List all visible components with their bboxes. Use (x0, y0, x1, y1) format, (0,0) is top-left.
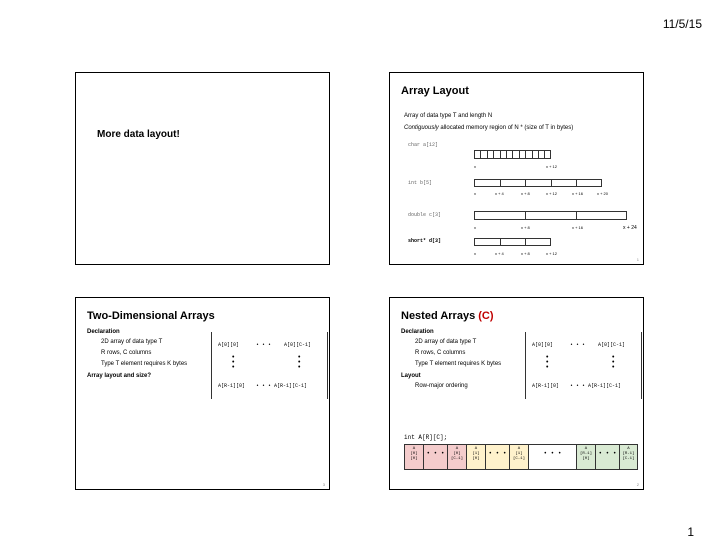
cell-label: [R-1] (579, 452, 592, 456)
short-tick-8: x + 8 (521, 251, 530, 256)
short-tick-0: x (474, 251, 476, 256)
cell-label: [1] (515, 452, 523, 456)
array-definition: Array of data type T and length N (404, 113, 493, 119)
ellipsis-cell (485, 444, 509, 470)
memory-cell (474, 238, 500, 246)
slide-nested-arrays (389, 297, 644, 490)
slide-title: Two-Dimensional Arrays (87, 310, 215, 322)
matrix-bottom-left: A[R-1][0] (218, 383, 246, 389)
memory-cell (576, 211, 627, 220)
cell-label: • • • (426, 450, 445, 457)
array-element-cell (404, 444, 423, 470)
memory-cell (474, 179, 500, 187)
double-array-cells (474, 211, 627, 220)
int-tick-16: x + 16 (572, 191, 584, 196)
decl-item-1: 2D array of data type T (415, 339, 477, 345)
cell-label: [0] (582, 457, 590, 461)
decl-item-3: Type T element requires K bytes (415, 361, 502, 367)
cell-label: [0] (453, 452, 461, 456)
char-array-cells (474, 150, 551, 159)
slide-number: 1 (636, 257, 639, 262)
matrix-bottom-right: A[R-1][C-1] (274, 383, 308, 389)
cell-label: • • • (488, 450, 507, 457)
cell-label: [C-1] (450, 457, 463, 461)
cell-label: • • • (598, 450, 617, 457)
slide-number: 2 (636, 482, 639, 487)
matrix-right-vdots: • • • (612, 354, 615, 371)
matrix-left-vdots: • • • (546, 354, 549, 371)
cell-label: A (412, 447, 416, 451)
layout-heading: Layout (401, 373, 421, 379)
slide-array-layout (389, 72, 644, 265)
char-array-label: char a[12] (408, 142, 439, 148)
memory-cell (525, 238, 551, 246)
slide-more-data-layout (75, 72, 330, 265)
double-tick-0: x (474, 225, 476, 230)
cell-label: [0] (472, 457, 480, 461)
memory-cell (474, 211, 525, 220)
row-major-memory (404, 444, 638, 470)
array-element-cell (509, 444, 528, 470)
page-date: 11/5/15 (662, 17, 702, 31)
slide-title: Nested Arrays (C) (401, 310, 494, 322)
matrix-bottom-dots: • • • (570, 383, 586, 389)
int-tick-20: x + 20 (597, 191, 609, 196)
array-element-cell (447, 444, 466, 470)
cell-label: [C-1] (622, 457, 635, 461)
short-ptr-array-cells (474, 238, 551, 246)
char-tick-start: x (474, 164, 476, 169)
page-number: 1 (687, 525, 694, 539)
matrix-top-right: A[0][C-1] (598, 342, 626, 348)
int-tick-0: x (474, 191, 476, 196)
matrix-top-left: A[0][0] (532, 342, 554, 348)
ellipsis-cell (423, 444, 447, 470)
ellipsis-cell (595, 444, 619, 470)
matrix-right-vdots: • • • (298, 354, 301, 371)
cell-label: A (517, 447, 521, 451)
cell-label: A (627, 447, 630, 451)
decl-item-2: R rows, C columns (415, 350, 466, 356)
matrix-left-vdots: • • • (232, 354, 235, 371)
layout-item: Row-major ordering (415, 383, 468, 389)
short-ptr-array-label: short* d[3] (408, 238, 442, 244)
memory-cell (544, 150, 550, 159)
matrix-top-right: A[0][C-1] (284, 342, 312, 348)
cell-label: [C-1] (512, 457, 525, 461)
cell-label: [0] (410, 452, 418, 456)
matrix-bottom-right: A[R-1][C-1] (588, 383, 622, 389)
matrix-top-dots: • • • (570, 342, 586, 348)
int-tick-4: x + 4 (495, 191, 504, 196)
short-tick-4: x + 4 (495, 251, 504, 256)
array-element-cell (576, 444, 595, 470)
memory-cell (525, 179, 551, 187)
slide-title: Array Layout (401, 85, 469, 97)
memory-cell (576, 179, 602, 187)
int-array-label: int b[5] (408, 180, 433, 186)
matrix-top-dots: • • • (256, 342, 272, 348)
memory-cell (500, 238, 526, 246)
cell-label: A (455, 447, 459, 451)
int-tick-12: x + 12 (546, 191, 558, 196)
double-tick-16: x + 16 (572, 225, 584, 230)
cell-label: A (474, 447, 478, 451)
contiguous-definition: Contiguously allocated memory region of N * (size of T in bytes) (404, 125, 574, 131)
slide-heading: More data layout! (97, 129, 180, 140)
cell-label: • • • (543, 450, 562, 457)
char-tick-end: x + 12 (546, 164, 558, 169)
slide-two-dimensional-arrays (75, 297, 330, 490)
array-element-cell (466, 444, 485, 470)
slide-number: 3 (322, 482, 325, 487)
memory-cell (500, 179, 526, 187)
nested-decl-code: int A[R][C]; (404, 434, 448, 441)
int-tick-8: x + 8 (521, 191, 530, 196)
array-element-cell (619, 444, 638, 470)
title-accent: (C) (478, 310, 494, 322)
ellipsis-cell (528, 444, 576, 470)
memory-cell (551, 179, 577, 187)
declaration-heading: Declaration (401, 329, 434, 335)
double-tick-24: x + 24 (623, 225, 637, 231)
short-tick-12: x + 12 (546, 251, 558, 256)
cell-label: [R-1] (622, 452, 635, 456)
cell-label: A (584, 447, 588, 451)
int-array-cells (474, 179, 602, 187)
decl-item-1: 2D array of data type T (101, 339, 163, 345)
cell-label: [0] (410, 457, 418, 461)
cell-label: [1] (472, 452, 480, 456)
matrix-bottom-left: A[R-1][0] (532, 383, 560, 389)
matrix-top-left: A[0][0] (218, 342, 240, 348)
double-tick-8: x + 8 (521, 225, 530, 230)
memory-cell (525, 211, 576, 220)
double-array-label: double c[3] (408, 212, 442, 218)
declaration-heading: Declaration (87, 329, 120, 335)
decl-item-3: Type T element requires K bytes (101, 361, 188, 367)
decl-item-2: R rows, C columns (101, 350, 152, 356)
matrix-bottom-dots: • • • (256, 383, 272, 389)
layout-question: Array layout and size? (87, 373, 152, 379)
